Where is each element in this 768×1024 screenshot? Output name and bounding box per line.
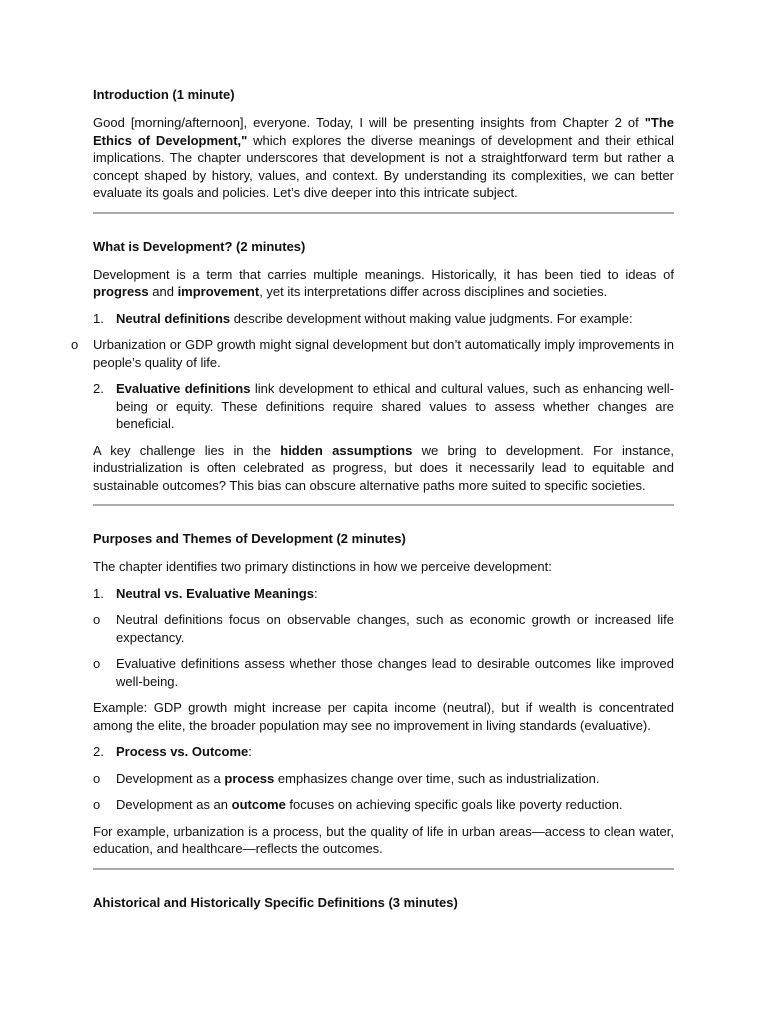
bullet-marker: o bbox=[93, 770, 101, 786]
bullet-item-evaluative-assess: o Evaluative definitions assess whether those changes lead to desirable outcomes like improved well-being. bbox=[93, 656, 674, 689]
what-paragraph-2: A key challenge lies in the hidden assumptions we bring to development. For instance, industrialization is often celebrated as progress, but does it necessarily lead to equitable and sustainable outcomes? This bias can obscure alternative paths more suited to specific societies. bbox=[93, 442, 674, 493]
intro-paragraph: Good [morning/afternoon], everyone. Today, I will be presenting insights from Chapter 2 of "The Ethics of Development," which explores the diverse meanings of development and their ethical implications. The chapter underscores that development is not a straightforward term but rather a concept shaped by history, values, and context. By understanding its complexities, we can better evaluate its goals and policies. Let’s dive deeper into this intricate subject. bbox=[93, 115, 674, 200]
bullet-item-urbanization: o Urbanization or GDP growth might signal development but don’t automatically imply improvements in people’s quality of life. bbox=[71, 337, 674, 370]
document-body bbox=[71, 86, 674, 922]
bullet-item-neutral-focus: o Neutral definitions focus on observable changes, such as economic growth or increased life expectancy. bbox=[93, 612, 674, 645]
bullet-item-outcome: o Development as an outcome focuses on achieving specific goals like poverty reduction. bbox=[93, 797, 623, 812]
section-divider bbox=[93, 868, 674, 870]
purposes-example: Example: GDP growth might increase per capita income (neutral), but if wealth is concentrated among the elite, the broader population may see no improvement in living standards (evaluative). bbox=[93, 700, 674, 733]
list-number: 1. bbox=[93, 310, 104, 326]
bullet-marker: o bbox=[93, 612, 101, 627]
list-number: 1. bbox=[93, 585, 104, 601]
bullet-marker: o bbox=[93, 797, 101, 812]
numbered-item-process-vs-outcome: 2. Process vs. Outcome: bbox=[93, 744, 252, 759]
bullet-marker: o bbox=[93, 656, 101, 671]
numbered-item-neutral-definitions: 1. Neutral definitions describe development without making value judgments. For example: bbox=[93, 310, 633, 326]
section-heading-introduction: Introduction (1 minute) bbox=[93, 87, 235, 102]
purposes-closing: For example, urbanization is a process, but the quality of life in urban areas—access to clean water, education, and healthcare—reflects the outcomes. bbox=[93, 823, 674, 856]
list-number: 2. bbox=[93, 744, 104, 759]
section-divider bbox=[93, 504, 674, 506]
what-paragraph-1: Development is a term that carries multiple meanings. Historically, it has been tied to ideas of progress and improvement, yet its interpretations differ across disciplines and societies. bbox=[93, 266, 674, 299]
bullet-marker: o bbox=[71, 337, 79, 352]
purposes-intro: The chapter identifies two primary distinctions in how we perceive development: bbox=[93, 559, 552, 574]
section-heading-purposes-and-themes: Purposes and Themes of Development (2 minutes) bbox=[93, 531, 406, 546]
section-heading-what-is-development: What is Development? (2 minutes) bbox=[93, 238, 306, 254]
numbered-item-neutral-vs-evaluative: 1. Neutral vs. Evaluative Meanings: bbox=[93, 585, 318, 601]
list-number: 2. bbox=[93, 381, 104, 396]
section-heading-ahistorical: Ahistorical and Historically Specific Definitions (3 minutes) bbox=[93, 894, 458, 910]
bullet-item-process: o Development as a process emphasizes change over time, such as industrialization. bbox=[93, 770, 600, 786]
section-divider bbox=[93, 212, 674, 214]
numbered-item-evaluative-definitions: 2. Evaluative definitions link development to ethical and cultural values, such as enhancing well-being or equity. These definitions require shared values to assess whether changes are beneficial. bbox=[93, 381, 674, 431]
